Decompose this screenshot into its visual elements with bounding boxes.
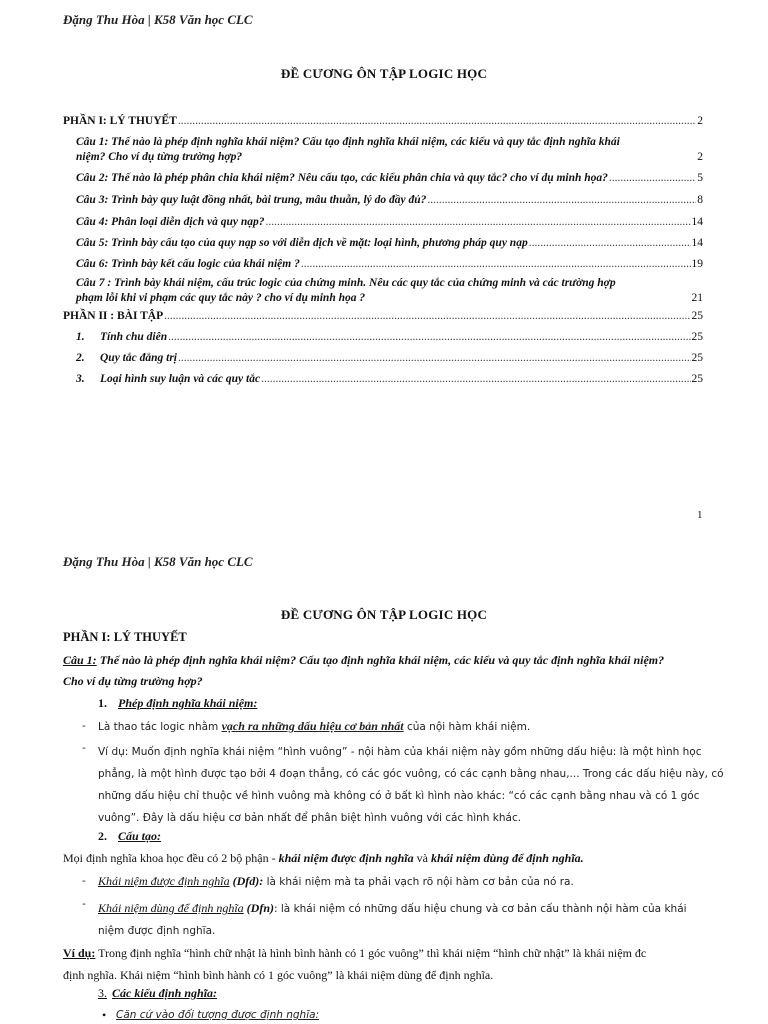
dfd-bullet bbox=[98, 874, 574, 890]
toc-page-number: 25 bbox=[691, 331, 703, 343]
emphasis-text: vạch ra những dấu hiệu cơ bản nhất bbox=[221, 719, 404, 733]
toc-page-number: 25 bbox=[691, 373, 703, 385]
toc-entry-label: PHẦN II : BÀI TẬP bbox=[63, 310, 164, 322]
term-text: Khái niệm được định nghĩa bbox=[98, 874, 230, 888]
term-abbr: (Dfn) bbox=[243, 901, 274, 915]
toc-page-number: 2 bbox=[697, 115, 703, 127]
toc-entry-label: Loại hình suy luận và các quy tắc bbox=[100, 373, 261, 385]
toc-leader-dots bbox=[168, 330, 690, 344]
bullet-dash: - bbox=[82, 898, 86, 910]
toc-entry-q5[interactable] bbox=[76, 236, 703, 250]
section-2-heading bbox=[98, 829, 161, 844]
toc-entry-ex1[interactable] bbox=[76, 330, 703, 344]
emphasis-text: khái niệm được định nghĩa bbox=[278, 851, 414, 865]
toc-entry-ex2[interactable] bbox=[76, 351, 703, 365]
toc-entry-label-cont: niệm? Cho ví dụ từng trường hợp? bbox=[76, 151, 243, 163]
bullet-dot: • bbox=[102, 1008, 107, 1022]
text-line: định nghĩa. Khái niệm “hình bình hành có 1 góc vuông” là khái niệm dùng để định nghĩa. bbox=[63, 968, 494, 982]
toc-leader-dots bbox=[301, 257, 691, 271]
toc-page-number: 25 bbox=[691, 310, 703, 322]
toc-entry-number: 3. bbox=[76, 373, 85, 385]
example-label: Ví dụ: bbox=[63, 946, 96, 960]
question-1-heading-cont: Cho ví dụ từng trường hợp? bbox=[63, 674, 203, 688]
bullet-dash: - bbox=[82, 742, 86, 754]
section-title: Các kiểu định nghĩa: bbox=[112, 986, 218, 1000]
toc-page-number: 14 bbox=[691, 237, 703, 249]
page-number: 1 bbox=[697, 509, 703, 521]
text-line: vuông”. Đây là dấu hiệu cơ bản nhất để phân biệt hình vuông với các hình khác. bbox=[98, 812, 522, 824]
toc-entry-number: 2. bbox=[76, 352, 85, 364]
term-abbr: (Dfd): bbox=[229, 874, 264, 888]
text-line: những dấu hiệu chỉ thuộc về hình vuông mà không có ở bất kì hình nào khác: “có các cạnh bằng nhau và có 1 góc bbox=[98, 790, 700, 802]
bullet-dash: - bbox=[82, 720, 86, 732]
toc-page-number: 21 bbox=[691, 292, 703, 304]
toc-entry-label: Câu 7 : Trình bày khái niệm, cấu trúc logic của chứng minh. Nêu các quy tắc của chứng minh và các trường hợp bbox=[76, 277, 616, 289]
page-2 bbox=[0, 540, 768, 1024]
toc-entry-q3[interactable] bbox=[76, 193, 703, 207]
question-1-heading bbox=[63, 653, 713, 668]
toc-page-number: 5 bbox=[697, 172, 703, 184]
text-run: và bbox=[413, 851, 431, 865]
section-title: Cấu tạo: bbox=[118, 829, 162, 843]
text-run: Mọi định nghĩa khoa học đều có 2 bộ phận - bbox=[63, 851, 279, 865]
toc-leader-dots bbox=[178, 114, 696, 128]
part-heading: PHẦN I: LÝ THUYẾT bbox=[63, 630, 187, 644]
toc-entry-q4[interactable] bbox=[76, 215, 703, 229]
text-run: Trong định nghĩa “hình chữ nhật là hình bình hành có 1 góc vuông” thì khái niệm “hình chữ nhật” là khái niệm đc bbox=[95, 946, 647, 960]
question-label: Câu 1: bbox=[63, 653, 97, 667]
definition-bullet bbox=[98, 719, 530, 735]
page-header-author: Đặng Thu Hòa | K58 Văn học CLC bbox=[63, 554, 253, 569]
text-line: niệm được định nghĩa. bbox=[98, 925, 216, 937]
toc-leader-dots bbox=[266, 215, 691, 229]
document-title: ĐỀ CƯƠNG ÔN TẬP LOGIC HỌC bbox=[280, 607, 488, 622]
example-bullet bbox=[98, 741, 724, 829]
toc-entry-q1[interactable] bbox=[76, 135, 703, 164]
toc-entry-label: Tính chu diên bbox=[100, 331, 168, 343]
toc-leader-dots bbox=[164, 309, 690, 323]
toc-entry-label-cont: phạm lỗi khi vi phạm các quy tắc này ? cho ví dụ minh họa ? bbox=[76, 292, 366, 304]
section-number: 3. bbox=[98, 986, 107, 1000]
dfn-bullet bbox=[98, 897, 704, 942]
toc-entry-label: Câu 3: Trình bày quy luật đồng nhất, bài trung, mâu thuẫn, lý do đầy đủ? bbox=[76, 194, 427, 206]
text-run: : là khái niệm có những dấu hiệu chung và cơ bản cấu thành nội hàm của khái bbox=[274, 903, 687, 915]
toc-entry-label: Câu 2: Thế nào là phép phân chia khái niệm? Nêu cấu tạo, các kiểu phân chia và quy tắc? cho ví dụ minh họa? bbox=[76, 172, 608, 184]
toc-entry-q6[interactable] bbox=[76, 257, 703, 271]
toc-entry-part1[interactable] bbox=[63, 114, 703, 128]
toc-page-number: 8 bbox=[697, 194, 703, 206]
toc-entry-part2[interactable] bbox=[63, 309, 703, 323]
toc-entry-label: Câu 1: Thế nào là phép định nghĩa khái niệm? Cấu tạo định nghĩa khái niệm, các kiểu và quy tắc định nghĩa khái bbox=[76, 136, 620, 148]
structure-paragraph bbox=[63, 851, 584, 866]
toc-entry-label: PHẦN I: LÝ THUYẾT bbox=[63, 115, 177, 127]
toc-entry-label: Câu 4: Phân loại diễn dịch và quy nạp? bbox=[76, 216, 265, 228]
section-1-heading bbox=[98, 696, 257, 711]
text-line: phẳng, là một hình được tạo bởi 4 đoạn thẳng, có các góc vuông, có các cạnh bằng nhau,... Trong các dấu hiệu này, có bbox=[98, 768, 724, 780]
toc-entry-ex3[interactable] bbox=[76, 372, 703, 386]
section-title: Phép định nghĩa khái niệm: bbox=[118, 696, 258, 710]
toc-entry-q2[interactable] bbox=[76, 171, 703, 185]
toc-page-number: 25 bbox=[691, 352, 703, 364]
example-paragraph bbox=[63, 942, 723, 986]
emphasis-text: khái niệm dùng để định nghĩa. bbox=[430, 851, 584, 865]
toc-leader-dots bbox=[178, 351, 691, 365]
bullet-dash: - bbox=[82, 875, 86, 887]
text-line: Ví dụ: Muốn định nghĩa khái niệm “hình vuông” - nội hàm của khái niệm này gồm những dấu hiệu: là một hình học bbox=[98, 746, 702, 758]
section-number: 2. bbox=[98, 829, 107, 843]
toc-entry-label: Quy tắc đẳng trị bbox=[100, 352, 177, 364]
toc-entry-number: 1. bbox=[76, 331, 85, 343]
document-title: ĐỀ CƯƠNG ÔN TẬP LOGIC HỌC bbox=[280, 66, 488, 81]
toc-entry-q7[interactable] bbox=[76, 276, 703, 305]
page-header-author: Đặng Thu Hòa | K58 Văn học CLC bbox=[63, 12, 253, 27]
text-run: Là thao tác logic nhằm bbox=[98, 721, 222, 733]
section-3-heading bbox=[98, 986, 217, 1001]
toc-leader-dots bbox=[529, 236, 691, 250]
toc-leader-dots bbox=[261, 372, 690, 386]
question-text: Thế nào là phép định nghĩa khái niệm? Cấu tạo định nghĩa khái niệm, các kiểu và quy tắc định nghĩa khái niệm? bbox=[96, 653, 665, 667]
text-run: của nội hàm khái niệm. bbox=[403, 721, 531, 733]
toc-entry-label: Câu 6: Trình bày kết cấu logic của khái niệm ? bbox=[76, 258, 300, 270]
toc-page-number: 19 bbox=[691, 258, 703, 270]
text-run: là khái niệm mà ta phải vạch rõ nội hàm cơ bản của nó ra. bbox=[263, 876, 574, 888]
toc-entry-label: Câu 5: Trình bày cấu tạo của quy nạp so với diễn dịch về mặt: loại hình, phương pháp quy nạp bbox=[76, 237, 528, 249]
toc-leader-dots bbox=[427, 193, 696, 207]
term-text: Khái niệm dùng để định nghĩa bbox=[98, 901, 244, 915]
toc-page-number: 14 bbox=[691, 216, 703, 228]
toc-leader-dots bbox=[609, 171, 696, 185]
types-bullet: Căn cứ vào đối tượng được định nghĩa: bbox=[116, 1009, 320, 1021]
section-number: 1. bbox=[98, 696, 107, 710]
toc-page-number: 2 bbox=[697, 151, 703, 163]
